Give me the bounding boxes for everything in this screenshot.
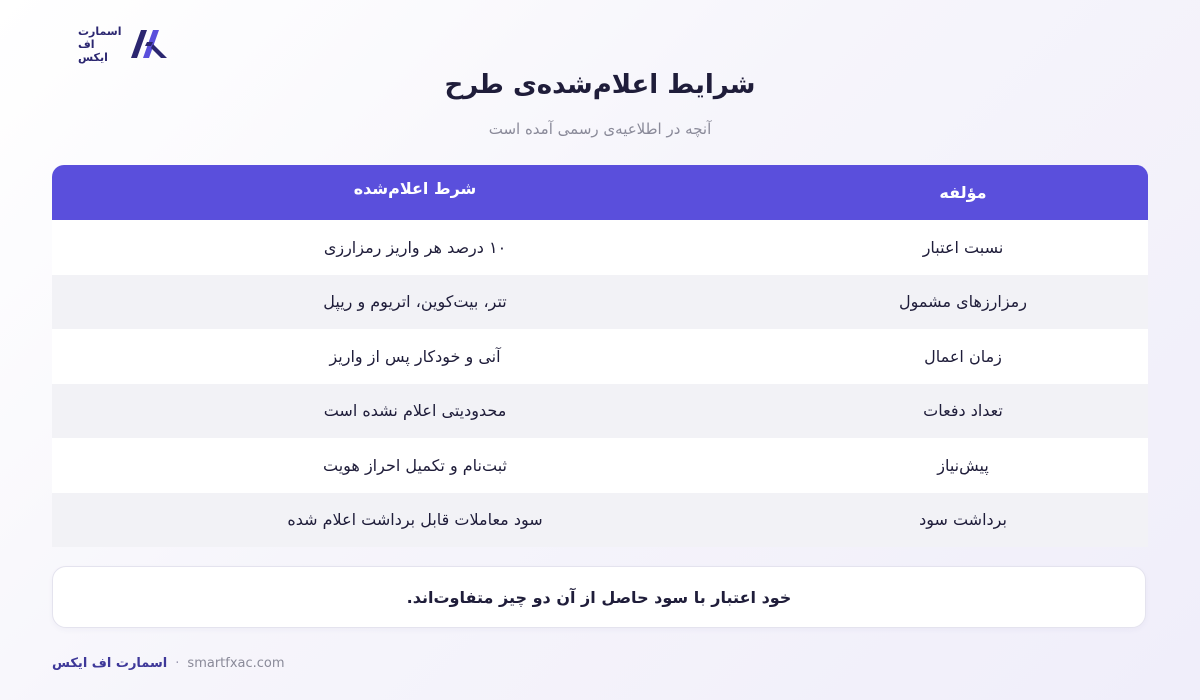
condition-cell: ۱۰ درصد هر واریز رمزارزی xyxy=(323,237,507,257)
component-cell: زمان اعمال xyxy=(924,346,1002,366)
page-subtitle: آنچه در اطلاعیه‌ی رسمی آمده است xyxy=(488,120,712,138)
component-cell: نسبت اعتبار xyxy=(922,237,1004,257)
table-row xyxy=(52,275,1148,330)
logo-line-2: اف xyxy=(78,37,95,51)
table-row xyxy=(52,329,1148,384)
component-cell: پیش‌نیاز xyxy=(937,455,989,475)
logo-text xyxy=(78,25,121,64)
note-callout: خود اعتبار با سود حاصل از آن دو چیز متفاوت‌اند. xyxy=(52,566,1146,628)
condition-cell: آنی و خودکار پس از واریز xyxy=(329,346,501,366)
footer xyxy=(52,656,285,671)
conditions-table xyxy=(52,165,1148,547)
header-component: مؤلفه xyxy=(778,165,1148,220)
table-row xyxy=(52,438,1148,493)
footer-separator: · xyxy=(175,656,180,671)
table-header xyxy=(52,165,1148,220)
footer-site-link[interactable]: smartfxac.com xyxy=(187,656,285,671)
condition-cell: سود معاملات قابل برداشت اعلام شده xyxy=(287,510,543,530)
table-row xyxy=(52,220,1148,275)
component-cell: رمزارزهای مشمول xyxy=(899,292,1027,312)
logo-mark-icon xyxy=(127,24,171,64)
header-condition-label: شرط اعلام‌شده xyxy=(353,179,477,198)
brand-logo[interactable] xyxy=(78,24,171,64)
condition-cell: ثبت‌نام و تکمیل احراز هویت xyxy=(323,455,507,475)
condition-cell: تتر، بیت‌کوین، اتریوم و ریپل xyxy=(323,292,507,312)
condition-cell: محدودیتی اعلام نشده است xyxy=(323,401,507,421)
component-cell: تعداد دفعات xyxy=(923,401,1003,421)
header-condition xyxy=(52,165,778,220)
table-row xyxy=(52,384,1148,439)
page-title: شرایط اعلام‌شده‌ی طرح xyxy=(444,70,756,100)
component-cell: برداشت سود xyxy=(919,510,1007,530)
logo-line-3: ایکس xyxy=(78,50,108,64)
table-row xyxy=(52,493,1148,548)
logo-line-1: اسمارت xyxy=(78,24,122,38)
footer-brand: اسمارت اف ایکس xyxy=(52,656,168,671)
